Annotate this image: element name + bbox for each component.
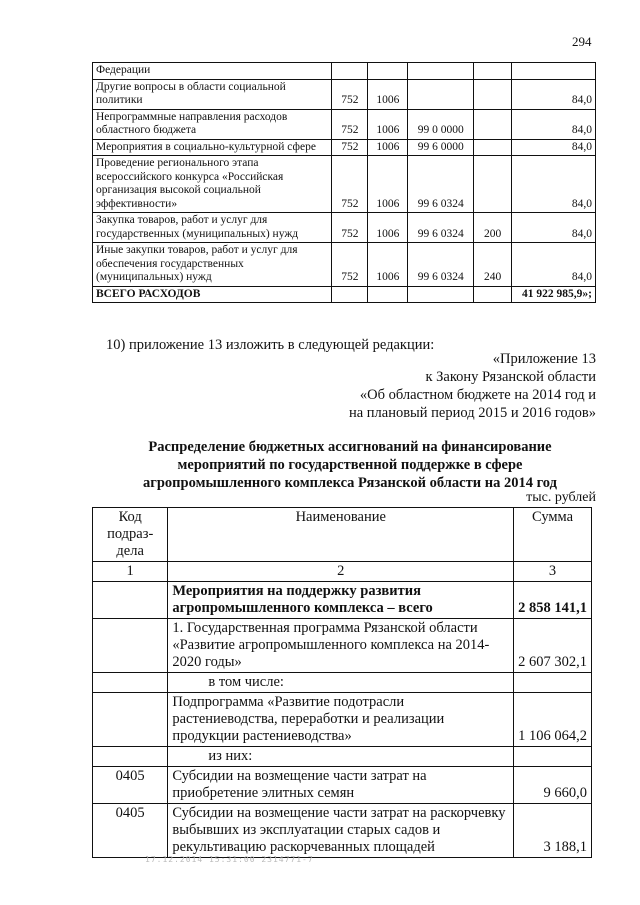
row-razdel: 1006 — [368, 213, 408, 243]
table-row — [93, 63, 596, 80]
row-glava: 752 — [332, 109, 368, 139]
row-csr: 99 0 0000 — [408, 109, 474, 139]
row-code: 0405 — [93, 767, 168, 804]
row-csr — [408, 79, 474, 109]
table-row — [93, 79, 596, 109]
annex-line: «Об областном бюджете на 2014 год и — [359, 387, 596, 403]
table-row — [93, 767, 592, 804]
table-row — [93, 139, 596, 156]
row-sum: 9 660,0 — [514, 767, 592, 804]
footer-stamp: 17.12.2014 15:31:00 2314771-7 — [145, 855, 314, 864]
row-sum: 84,0 — [512, 79, 596, 109]
row-code: 0405 — [93, 804, 168, 858]
empty-cell — [474, 286, 512, 303]
col-number: 2 — [168, 562, 514, 582]
row-sum — [512, 63, 596, 80]
row-sum: 3 188,1 — [514, 804, 592, 858]
row-name: Закупка товаров, работ и услуг для государственных (муниципальных) нужд — [93, 213, 332, 243]
table-row — [93, 156, 596, 213]
row-vr — [474, 139, 512, 156]
row-csr: 99 6 0324 — [408, 213, 474, 243]
row-name: из них: — [168, 747, 514, 767]
row-vr — [474, 156, 512, 213]
row-name: Субсидии на возмещение части затрат на приобретение элитных семян — [168, 767, 514, 804]
row-csr: 99 6 0000 — [408, 139, 474, 156]
row-name: Субсидии на возмещение части затрат на раскорчевку выбывших из эксплуатации старых садов и рекультивацию раскорчеванных площадей — [168, 804, 514, 858]
row-sum — [514, 673, 592, 693]
table-row — [93, 109, 596, 139]
empty-cell — [408, 286, 474, 303]
total-row — [93, 286, 596, 303]
col-number: 3 — [514, 562, 592, 582]
row-glava: 752 — [332, 156, 368, 213]
row-name: 1. Государственная программа Рязанской области «Развитие агропромышленного комплекса на 2014-2020 годы» — [168, 619, 514, 673]
row-sum: 84,0 — [512, 109, 596, 139]
column-numbers-row — [93, 562, 592, 582]
header-code: Код подраз-дела — [93, 508, 168, 562]
title-line: агропромышленного комплекса Рязанской области на 2014 год — [143, 475, 557, 491]
expenditure-table — [92, 62, 596, 303]
annex-line: «Приложение 13 — [492, 351, 596, 367]
header-row — [93, 508, 592, 562]
row-code — [93, 693, 168, 747]
row-razdel: 1006 — [368, 79, 408, 109]
row-name: Иные закупки товаров, работ и услуг для обеспечения государственных (муниципальных) нужд — [93, 243, 332, 287]
total-value: 41 922 985,9»; — [512, 286, 596, 303]
row-glava: 752 — [332, 139, 368, 156]
row-csr: 99 6 0324 — [408, 156, 474, 213]
row-code — [93, 619, 168, 673]
row-sum: 84,0 — [512, 139, 596, 156]
row-glava: 752 — [332, 79, 368, 109]
table-row — [93, 747, 592, 767]
annex-line: к Закону Рязанской области — [425, 369, 596, 385]
row-sum: 84,0 — [512, 156, 596, 213]
table-row — [93, 804, 592, 858]
table-row — [93, 213, 596, 243]
total-label: ВСЕГО РАСХОДОВ — [93, 286, 332, 303]
row-glava — [332, 63, 368, 80]
row-name: Мероприятия в социально-культурной сфере — [93, 139, 332, 156]
row-razdel: 1006 — [368, 156, 408, 213]
row-vr — [474, 63, 512, 80]
row-sum: 1 106 064,2 — [514, 693, 592, 747]
row-name: Другие вопросы в области социальной политики — [93, 79, 332, 109]
row-glava: 752 — [332, 243, 368, 287]
row-vr: 200 — [474, 213, 512, 243]
header-name: Наименование — [168, 508, 514, 562]
row-name: Мероприятия на поддержку развития агропромышленного комплекса – всего — [168, 582, 514, 619]
annex-header — [349, 350, 596, 422]
row-csr: 99 6 0324 — [408, 243, 474, 287]
row-name: Проведение регионального этапа всероссийского конкурса «Российская организация высокой социальной эффективности» — [93, 156, 332, 213]
table-row — [93, 673, 592, 693]
amendment-item: 10) приложение 13 изложить в следующей редакции: — [106, 337, 435, 353]
row-code — [93, 747, 168, 767]
row-vr — [474, 109, 512, 139]
table-row — [93, 619, 592, 673]
row-sum: 84,0 — [512, 213, 596, 243]
row-vr — [474, 79, 512, 109]
row-razdel — [368, 63, 408, 80]
row-name: в том числе: — [168, 673, 514, 693]
row-code — [93, 582, 168, 619]
allocation-table — [92, 507, 592, 858]
annex-line: на плановый период 2015 и 2016 годов» — [348, 405, 596, 421]
title-line: Распределение бюджетных ассигнований на финансирование — [148, 439, 552, 455]
units-label: тыс. рублей — [526, 490, 596, 505]
row-vr: 240 — [474, 243, 512, 287]
table-row — [93, 582, 592, 619]
row-name: Непрограммные направления расходов областного бюджета — [93, 109, 332, 139]
header-sum: Сумма — [514, 508, 592, 562]
row-glava: 752 — [332, 213, 368, 243]
page-number: 294 — [572, 34, 592, 49]
row-name: Федерации — [93, 63, 332, 80]
document-title — [100, 438, 600, 492]
col-number: 1 — [93, 562, 168, 582]
empty-cell — [332, 286, 368, 303]
table-row — [93, 243, 596, 287]
row-razdel: 1006 — [368, 109, 408, 139]
title-line: мероприятий по государственной поддержке в сфере — [177, 457, 523, 473]
empty-cell — [368, 286, 408, 303]
row-sum: 2 858 141,1 — [514, 582, 592, 619]
row-csr — [408, 63, 474, 80]
row-razdel: 1006 — [368, 139, 408, 156]
row-name: Подпрограмма «Развитие подотрасли растениеводства, переработки и реализации продукции растениеводства» — [168, 693, 514, 747]
row-code — [93, 673, 168, 693]
row-sum: 2 607 302,1 — [514, 619, 592, 673]
row-razdel: 1006 — [368, 243, 408, 287]
row-sum — [514, 747, 592, 767]
row-sum: 84,0 — [512, 243, 596, 287]
table-row — [93, 693, 592, 747]
